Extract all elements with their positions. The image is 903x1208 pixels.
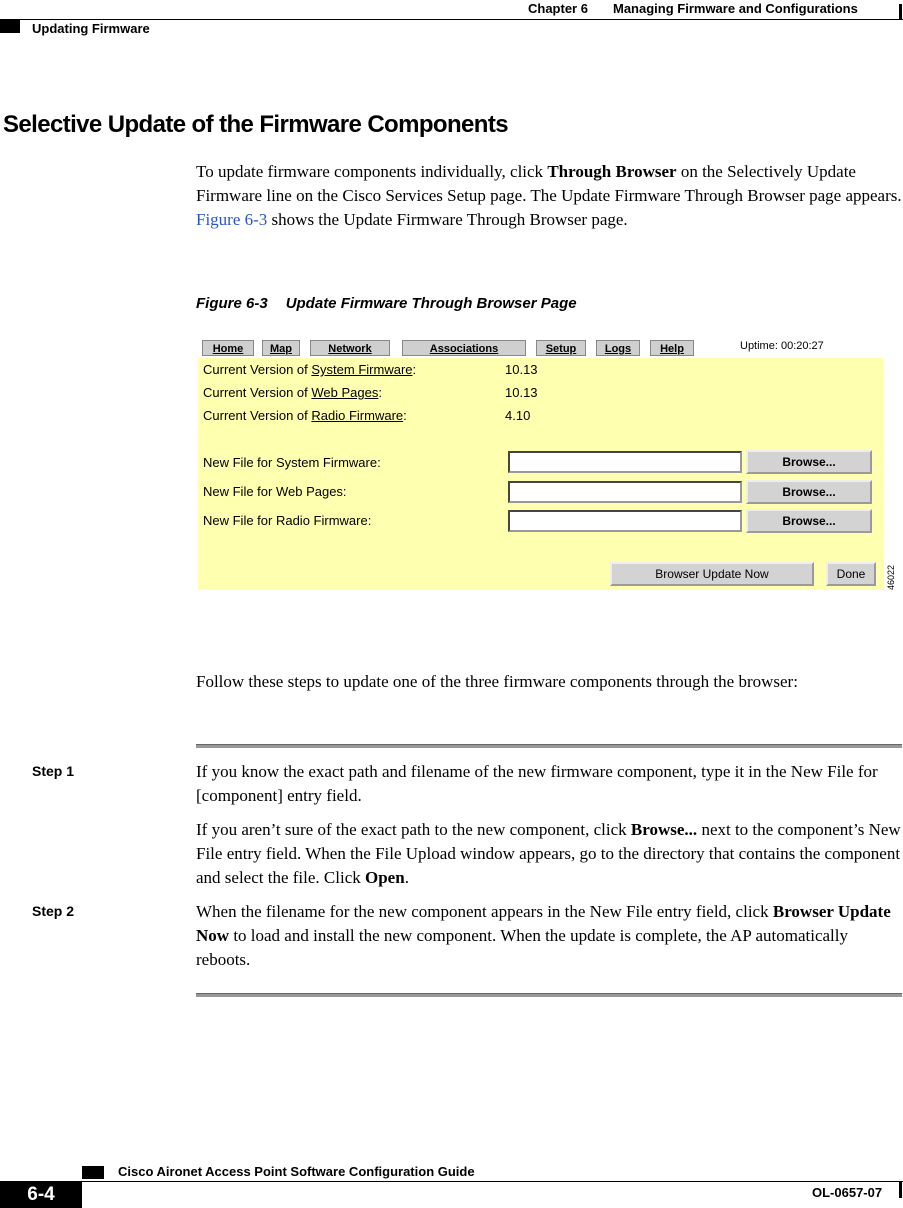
version-label-suffix: :	[403, 408, 407, 423]
header-block	[0, 20, 20, 33]
steps-intro: Follow these steps to update one of the three firmware components through the browser:	[196, 672, 798, 691]
browse-button-radio[interactable]: Browse...	[746, 509, 872, 533]
new-file-label-system: New File for System Firmware:	[203, 455, 381, 470]
footer-doc-number: OL-0657-07	[812, 1185, 883, 1200]
version-label-prefix: Current Version of	[203, 362, 312, 377]
nav-setup[interactable]: Setup	[536, 340, 586, 356]
figure-id: 46022	[886, 564, 896, 590]
nav-help[interactable]: Help	[650, 340, 694, 356]
step-1-extra-text-1: If you aren’t sure of the exact path to the new component, click	[196, 820, 631, 839]
version-value-system: 10.13	[505, 362, 538, 377]
new-file-label-radio: New File for Radio Firmware:	[203, 513, 372, 528]
header-chapter-title: Managing Firmware and Configurations	[613, 1, 858, 16]
radio-firmware-link[interactable]: Radio Firmware	[311, 408, 404, 423]
step-1-extra	[196, 818, 902, 890]
step-2-text-2: to load and install the new component. When the update is complete, the AP automatically reboots.	[196, 926, 848, 969]
figure-caption-number: Figure 6-3	[196, 295, 268, 312]
header-rule-right	[899, 4, 902, 20]
intro-paragraph	[196, 160, 902, 232]
intro-text-1: To update firmware components individually, click	[196, 162, 548, 181]
intro-bold: Through Browser	[547, 162, 677, 181]
header-section: Updating Firmware	[32, 21, 150, 36]
footer-guide-title: Cisco Aironet Access Point Software Configuration Guide	[118, 1164, 475, 1179]
steps-top-rule	[196, 744, 902, 748]
footer-page-number: 6-4	[27, 1184, 55, 1205]
new-file-label-web: New File for Web Pages:	[203, 484, 347, 499]
figure-link[interactable]: Figure 6-3	[196, 210, 268, 229]
footer-top-block	[82, 1166, 104, 1179]
intro-text-2: on the Selectively Update Firmware line on the Cisco Services Setup page. The Update Firmware Through Browser page appears.	[196, 162, 902, 205]
new-file-input-system[interactable]	[508, 451, 742, 473]
steps-bottom-rule	[196, 993, 902, 997]
new-file-input-radio[interactable]	[508, 510, 742, 532]
nav-network[interactable]: Network	[310, 340, 390, 356]
browser-update-now-button[interactable]: Browser Update Now	[610, 562, 814, 586]
intro-text-3: shows the Update Firmware Through Browser page.	[267, 210, 628, 229]
version-row-web	[203, 385, 382, 400]
browse-button-system[interactable]: Browse...	[746, 450, 872, 474]
version-label-prefix: Current Version of	[203, 408, 312, 423]
version-label-suffix: :	[378, 385, 382, 400]
nav-logs[interactable]: Logs	[596, 340, 640, 356]
version-label-suffix: :	[412, 362, 417, 377]
step-1-text: If you know the exact path and filename of the new firmware component, type it in the New File for [component] entry field.	[196, 762, 878, 805]
step-2-text	[196, 900, 902, 972]
step-1-extra-text-2: next to the component’s New File entry field. When the File Upload window appears, go to the directory that contains the component and select the file. Click	[196, 820, 901, 887]
version-value-web: 10.13	[505, 385, 538, 400]
step-1-number: Step 1	[32, 763, 75, 779]
step-1-extra-text-3: .	[404, 868, 409, 887]
version-value-radio: 4.10	[505, 408, 531, 423]
nav-associations[interactable]: Associations	[402, 340, 526, 356]
done-button[interactable]: Done	[826, 562, 876, 586]
firmware-form	[198, 358, 884, 590]
step-2-bold: Browser Update Now	[196, 902, 891, 945]
version-row-system	[203, 362, 416, 377]
nav-map[interactable]: Map	[262, 340, 300, 356]
version-row-radio	[203, 408, 407, 423]
web-pages-link[interactable]: Web Pages	[311, 385, 379, 400]
footer-rule	[82, 1181, 903, 1182]
step-1-browse-bold: Browse...	[630, 820, 698, 839]
footer-rule-right	[899, 1182, 902, 1198]
step-2-number: Step 2	[32, 903, 75, 919]
version-label-prefix: Current Version of	[203, 385, 312, 400]
uptime-readout: Uptime: 00:20:27	[740, 340, 824, 352]
header-chapter: Chapter 6	[528, 1, 588, 16]
nav-home[interactable]: Home	[202, 340, 254, 356]
step-1-open-bold: Open	[365, 868, 405, 887]
firmware-screenshot	[198, 336, 884, 590]
new-file-input-web[interactable]	[508, 481, 742, 503]
section-title: Selective Update of the Firmware Components	[3, 111, 508, 138]
figure-caption-title: Update Firmware Through Browser Page	[285, 295, 577, 312]
step-2-text-1: When the filename for the new component appears in the New File entry field, click	[196, 902, 773, 921]
browse-button-web[interactable]: Browse...	[746, 480, 872, 504]
header-rule	[0, 19, 903, 20]
figure-caption	[196, 295, 577, 312]
system-firmware-link[interactable]: System Firmware	[311, 362, 413, 377]
nav-bar	[198, 336, 884, 358]
